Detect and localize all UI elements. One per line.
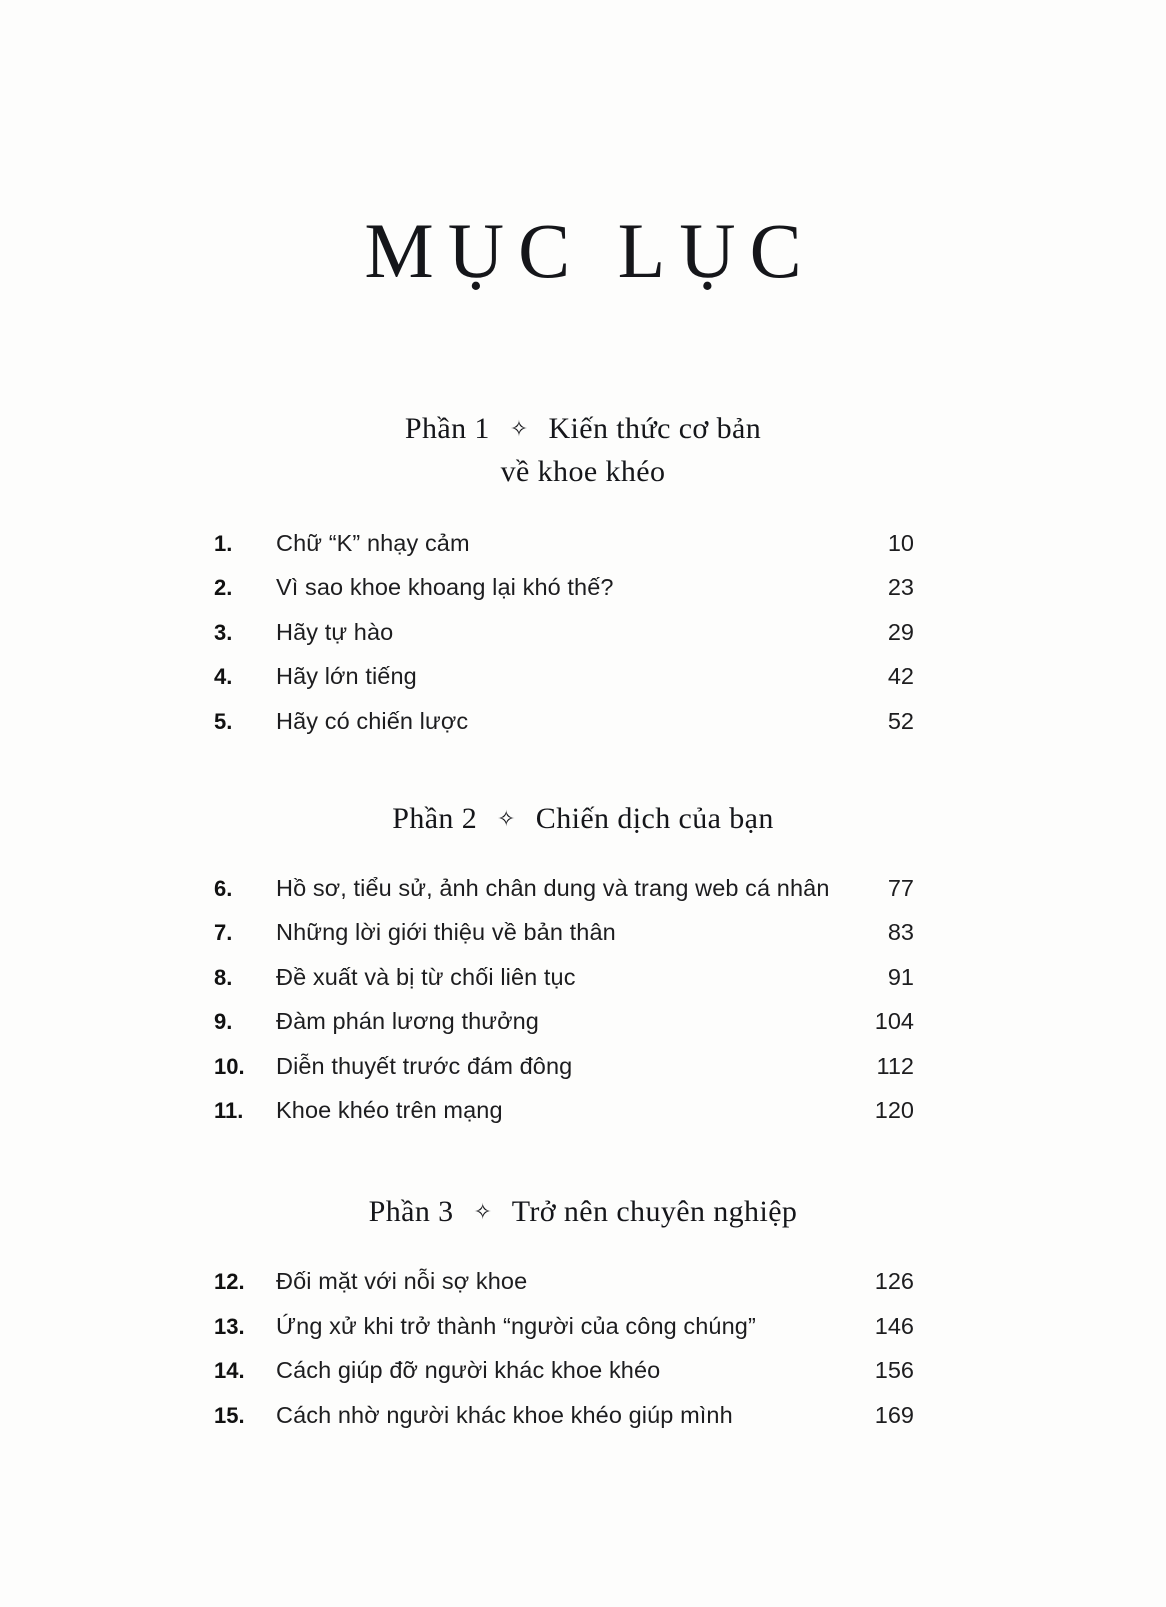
- list-item[interactable]: [214, 1044, 914, 1089]
- entry-page: 10: [887, 529, 914, 556]
- entry-title: Khoe khéo trên mạng: [276, 1097, 503, 1124]
- list-item[interactable]: [214, 1089, 914, 1134]
- entry-page: 23: [887, 574, 914, 601]
- entry-page: 52: [887, 707, 914, 734]
- entry-number: 6.: [214, 875, 233, 901]
- entry-page: 146: [874, 1312, 914, 1339]
- entry-title: Hãy có chiến lược: [276, 707, 469, 734]
- part-label-3: Phần 3: [368, 1195, 454, 1229]
- list-item[interactable]: [214, 1349, 914, 1394]
- list-item[interactable]: [214, 1000, 914, 1045]
- entry-list-2: [214, 866, 914, 1133]
- entry-number: 9.: [214, 1009, 233, 1035]
- entry-page: 83: [887, 919, 914, 946]
- entry-page: 120: [874, 1097, 914, 1124]
- list-item[interactable]: [214, 911, 914, 956]
- part-name-1-line2: về khoe khéo: [500, 454, 666, 488]
- entry-number: 4.: [214, 664, 233, 690]
- list-item[interactable]: [214, 955, 914, 1000]
- part-name-2-line1: Chiến dịch của bạn: [535, 801, 774, 835]
- entry-page: 156: [874, 1357, 914, 1384]
- diamond-icon: ✧: [497, 805, 516, 831]
- entry-number: 2.: [214, 575, 233, 601]
- entry-title: Cách nhờ người khác khoe khéo giúp mình: [276, 1401, 733, 1428]
- entry-page: 91: [887, 963, 914, 990]
- list-item[interactable]: [214, 610, 914, 655]
- part-label-1: Phần 1: [404, 412, 490, 445]
- part-heading-3: [0, 1133, 1166, 1234]
- list-item[interactable]: [214, 655, 914, 700]
- entry-title: Hồ sơ, tiểu sử, ảnh chân dung và trang web cá nhân: [276, 874, 830, 901]
- entry-title: Đối mặt với nỗi sợ khoe: [276, 1268, 528, 1295]
- entry-number: 12.: [214, 1269, 245, 1295]
- entry-number: 15.: [214, 1402, 245, 1428]
- entry-page: 42: [887, 663, 914, 690]
- list-item[interactable]: [214, 566, 914, 611]
- list-item[interactable]: [214, 1260, 914, 1305]
- entry-number: 14.: [214, 1358, 245, 1384]
- part-section-2: [0, 744, 1166, 1134]
- list-item[interactable]: [214, 866, 914, 911]
- entry-number: 7.: [214, 920, 233, 946]
- part-section-3: [0, 1133, 1166, 1438]
- entry-title: Vì sao khoe khoang lại khó thế?: [276, 574, 614, 601]
- part-heading-1: [273, 290, 893, 493]
- entry-list-1: [214, 521, 914, 744]
- entry-page: 126: [874, 1268, 914, 1295]
- entry-number: 1.: [214, 530, 233, 556]
- part-label-2: Phần 2: [392, 801, 478, 835]
- diamond-icon: ✧: [509, 416, 529, 441]
- entry-page: 77: [887, 874, 914, 901]
- entry-title: Diễn thuyết trước đám đông: [276, 1052, 573, 1079]
- part-heading-2: [0, 744, 1166, 841]
- entry-page: 112: [876, 1052, 914, 1079]
- entry-title: Chữ “K” nhạy cảm: [276, 529, 470, 556]
- diamond-icon: ✧: [473, 1199, 493, 1225]
- list-item[interactable]: [214, 699, 914, 744]
- entry-number: 11.: [214, 1098, 244, 1124]
- list-item[interactable]: [214, 1393, 914, 1438]
- entry-title: Đàm phán lương thưởng: [276, 1008, 539, 1035]
- entry-number: 10.: [214, 1053, 245, 1079]
- entry-page: 169: [874, 1401, 914, 1428]
- entry-page: 104: [874, 1008, 914, 1035]
- entry-title: Hãy tự hào: [276, 618, 394, 645]
- entry-number: 13.: [214, 1313, 245, 1339]
- entry-title: Hãy lớn tiếng: [276, 663, 417, 690]
- entry-title: Đề xuất và bị từ chối liên tục: [276, 963, 576, 990]
- part-name-1-line1: Kiến thức cơ bản: [548, 412, 762, 445]
- entry-title: Ứng xử khi trở thành “người của công chúng”: [276, 1312, 756, 1339]
- entry-number: 5.: [214, 708, 233, 734]
- entry-page: 29: [887, 618, 914, 645]
- list-item[interactable]: [214, 521, 914, 566]
- part-name-3-line1: Trở nên chuyên nghiệp: [511, 1195, 798, 1229]
- entry-list-3: [214, 1260, 914, 1438]
- list-item[interactable]: [214, 1304, 914, 1349]
- part-section-1: [0, 290, 1166, 744]
- entry-title: Cách giúp đỡ người khác khoe khéo: [276, 1357, 661, 1384]
- entry-title: Những lời giới thiệu về bản thân: [276, 919, 616, 946]
- entry-number: 3.: [214, 619, 233, 645]
- page-title: MỤC LỤC: [364, 207, 816, 294]
- entry-number: 8.: [214, 964, 233, 990]
